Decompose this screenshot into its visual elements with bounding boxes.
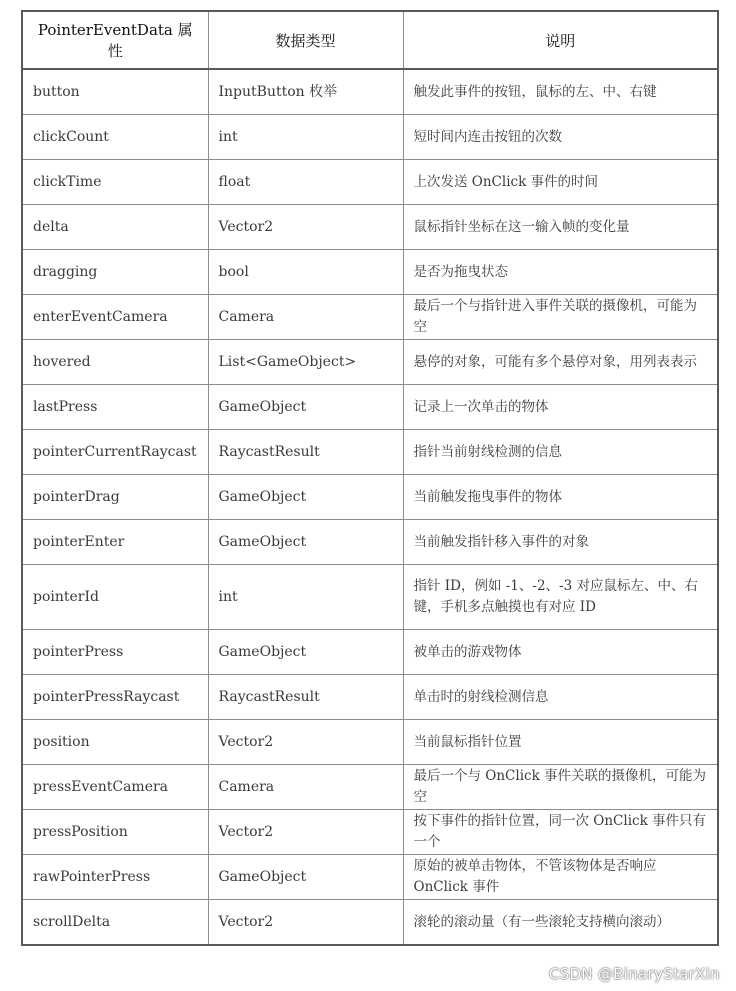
table-row [22,520,718,565]
cell-property: hovered [22,340,208,385]
cell-description: 记录上一次单击的物体 [403,385,718,430]
cell-description: 上次发送 OnClick 事件的时间 [403,160,718,205]
header-description: 说明 [403,11,718,69]
table-row [22,855,718,900]
cell-type: Camera [208,765,403,810]
cell-type: RaycastResult [208,430,403,475]
cell-type: Vector2 [208,900,403,946]
cell-description: 按下事件的指针位置，同一次 OnClick 事件只有一个 [403,810,718,855]
cell-property: pointerEnter [22,520,208,565]
cell-description: 悬停的对象，可能有多个悬停对象，用列表表示 [403,340,718,385]
cell-description: 触发此事件的按钮，鼠标的左、中、右键 [403,69,718,115]
cell-type: GameObject [208,630,403,675]
cell-description: 鼠标指针坐标在这一输入帧的变化量 [403,205,718,250]
table-row [22,115,718,160]
cell-property: scrollDelta [22,900,208,946]
table-row [22,765,718,810]
table-row [22,630,718,675]
cell-property: position [22,720,208,765]
cell-type: InputButton 枚举 [208,69,403,115]
table-row [22,250,718,295]
table-row [22,720,718,765]
cell-property: lastPress [22,385,208,430]
cell-type: GameObject [208,475,403,520]
cell-description: 当前触发指针移入事件的对象 [403,520,718,565]
table-row [22,810,718,855]
cell-type: RaycastResult [208,675,403,720]
cell-description: 最后一个与指针进入事件关联的摄像机，可能为空 [403,295,718,340]
pointer-event-data-table [21,10,719,946]
table-row [22,205,718,250]
cell-property: dragging [22,250,208,295]
cell-property: pointerCurrentRaycast [22,430,208,475]
cell-type: Camera [208,295,403,340]
cell-property: clickCount [22,115,208,160]
cell-property: delta [22,205,208,250]
cell-type: float [208,160,403,205]
header-property: PointerEventData 属性 [22,11,208,69]
table-row [22,160,718,205]
table-row [22,475,718,520]
cell-property: pointerDrag [22,475,208,520]
table-row [22,565,718,630]
cell-description: 当前触发拖曳事件的物体 [403,475,718,520]
cell-property: pressEventCamera [22,765,208,810]
cell-property: pointerPressRaycast [22,675,208,720]
cell-description: 指针当前射线检测的信息 [403,430,718,475]
cell-type: List<GameObject> [208,340,403,385]
cell-property: enterEventCamera [22,295,208,340]
table-row [22,295,718,340]
cell-type: GameObject [208,520,403,565]
cell-description: 最后一个与 OnClick 事件关联的摄像机，可能为空 [403,765,718,810]
cell-property: pressPosition [22,810,208,855]
cell-type: GameObject [208,855,403,900]
table-row [22,430,718,475]
cell-type: bool [208,250,403,295]
table-header-row [22,11,718,69]
cell-property: pointerPress [22,630,208,675]
cell-type: Vector2 [208,810,403,855]
cell-description: 短时间内连击按钮的次数 [403,115,718,160]
cell-property: rawPointerPress [22,855,208,900]
cell-type: Vector2 [208,720,403,765]
cell-description: 是否为拖曳状态 [403,250,718,295]
watermark-text: CSDN @BinaryStarXin [548,965,720,983]
table-body [22,69,718,945]
cell-type: GameObject [208,385,403,430]
table-row [22,340,718,385]
cell-type: int [208,115,403,160]
table-row [22,385,718,430]
cell-description: 指针 ID，例如 -1、-2、-3 对应鼠标左、中、右键，手机多点触摸也有对应 ID [403,565,718,630]
table-row [22,675,718,720]
cell-property: button [22,69,208,115]
header-data-type: 数据类型 [208,11,403,69]
table-row [22,900,718,946]
cell-property: clickTime [22,160,208,205]
cell-type: int [208,565,403,630]
cell-property: pointerId [22,565,208,630]
table-row [22,69,718,115]
cell-description: 原始的被单击物体，不管该物体是否响应 OnClick 事件 [403,855,718,900]
cell-description: 滚轮的滚动量（有一些滚轮支持横向滚动） [403,900,718,946]
cell-description: 单击时的射线检测信息 [403,675,718,720]
cell-type: Vector2 [208,205,403,250]
cell-description: 当前鼠标指针位置 [403,720,718,765]
cell-description: 被单击的游戏物体 [403,630,718,675]
